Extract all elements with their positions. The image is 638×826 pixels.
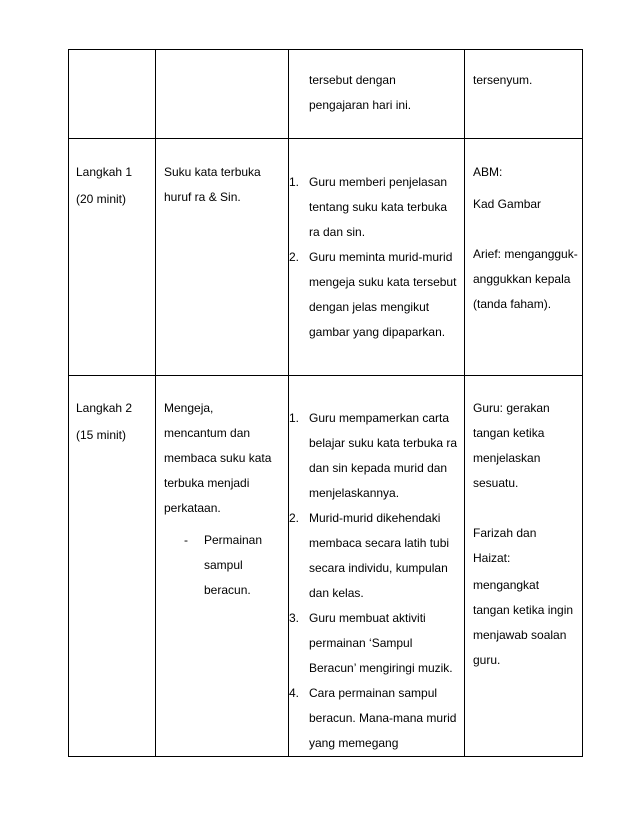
step-number: 1.	[289, 411, 300, 425]
sub-item-text: Permainan sampul beracun.	[204, 533, 263, 597]
table-row	[69, 139, 583, 376]
notes-line: mengangkat tangan ketika ingin menjawab soalan guru.	[473, 578, 574, 667]
step-text: Guru meminta murid-murid mengeja suku kata tersebut dengan jelas mengikut gambar yang dipaparkan.	[309, 250, 457, 339]
content-text: Mengeja, mencantum dan membaca suku kata terbuka menjadi perkataan.	[164, 401, 272, 515]
activity-continuation-line: pengajaran hari ini.	[309, 98, 412, 112]
list-item	[289, 245, 458, 345]
step-number: 3.	[289, 611, 300, 625]
activity-cell	[289, 139, 465, 376]
notes-continuation-line: tersenyum.	[473, 73, 533, 87]
step-text: Cara permainan sampul beracun. Mana-mana murid yang memegang	[309, 686, 457, 750]
step-text: Guru memberi penjelasan tentang suku kata terbuka ra dan sin.	[309, 175, 448, 239]
notes-line: Arief: mengangguk-anggukkan kepala (tanda faham).	[473, 247, 578, 311]
list-item	[289, 506, 458, 606]
content-text: Suku kata terbuka huruf ra & Sin.	[164, 165, 261, 204]
step-cell	[69, 50, 156, 139]
step-duration: (15 minit)	[76, 428, 127, 442]
step-cell	[69, 376, 156, 757]
step-title: Langkah 2	[76, 401, 133, 415]
list-item	[289, 606, 458, 681]
step-number: 4.	[289, 686, 300, 700]
table-row	[69, 50, 583, 139]
content-cell	[156, 139, 289, 376]
content-cell	[156, 376, 289, 757]
step-title: Langkah 1	[76, 165, 133, 179]
content-cell	[156, 50, 289, 139]
notes-line: ABM:	[473, 165, 503, 179]
step-text: Murid-murid dikehendaki membaca secara latih tubi secara individu, kumpulan dan kelas.	[309, 511, 450, 600]
notes-cell	[465, 139, 583, 376]
content-sub-item	[164, 528, 278, 603]
step-cell	[69, 139, 156, 376]
step-number: 2.	[289, 250, 300, 264]
step-number: 2.	[289, 511, 300, 525]
notes-line: Guru: gerakan tangan ketika menjelaskan sesuatu.	[473, 401, 550, 490]
notes-cell	[465, 50, 583, 139]
activity-cell	[289, 376, 465, 757]
table-row	[69, 376, 583, 757]
activity-cell	[289, 50, 465, 139]
activity-continuation-line: tersebut dengan	[309, 73, 396, 87]
notes-cell	[465, 376, 583, 757]
step-text: Guru mempamerkan carta belajar suku kata terbuka ra dan sin kepada murid dan menjelaskannya.	[309, 411, 458, 500]
dash-marker: -	[184, 533, 188, 547]
activity-steps	[289, 406, 458, 756]
list-item	[289, 406, 458, 506]
notes-line: Kad Gambar	[473, 197, 542, 211]
lesson-plan-table	[68, 49, 583, 757]
list-item	[289, 170, 458, 245]
activity-steps	[289, 170, 458, 345]
step-text: Guru membuat aktiviti permainan ‘Sampul Beracun’ mengiringi muzik.	[309, 611, 453, 675]
step-number: 1.	[289, 175, 300, 189]
list-item	[289, 681, 458, 756]
notes-line: Farizah dan Haizat:	[473, 526, 537, 565]
step-duration: (20 minit)	[76, 192, 127, 206]
